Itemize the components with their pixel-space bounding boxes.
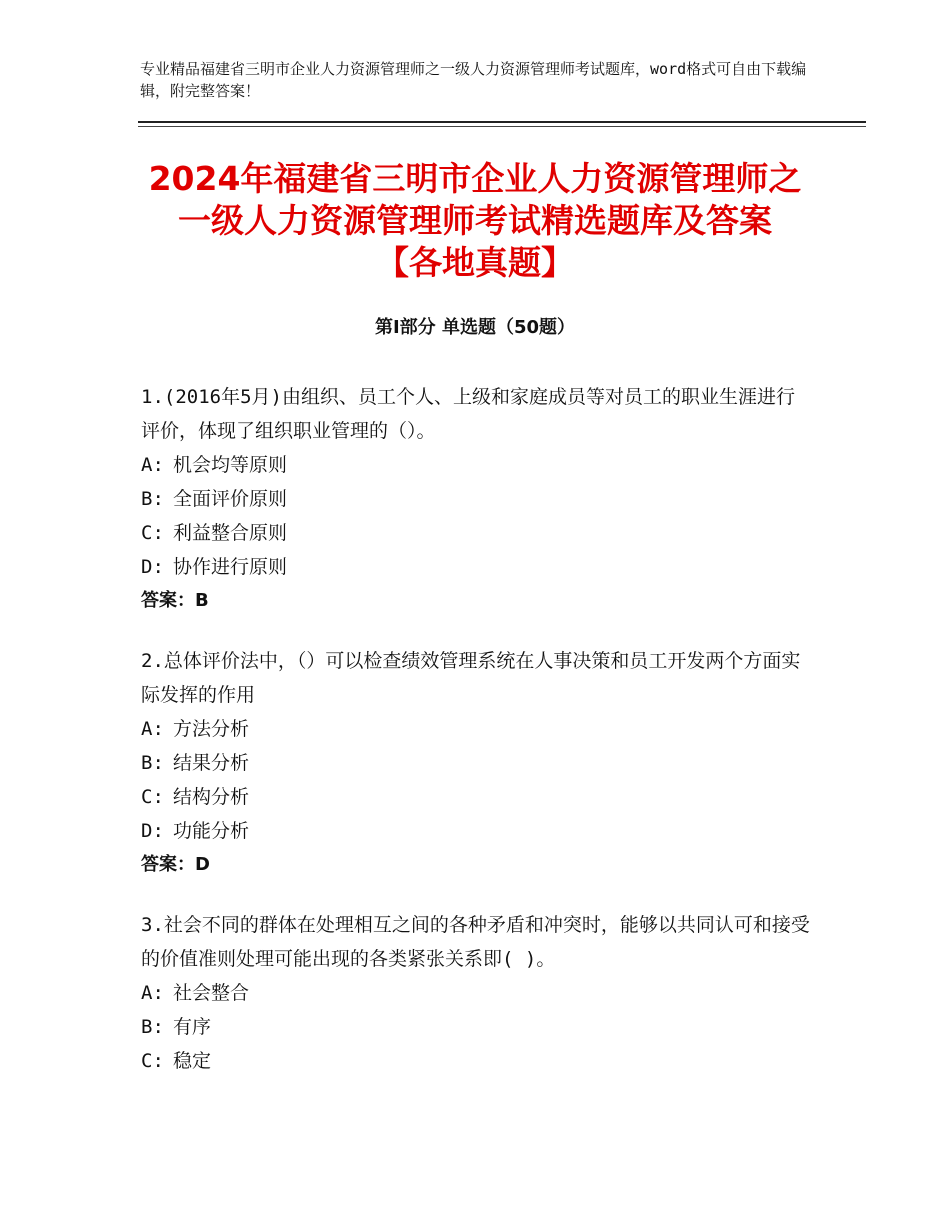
- option-letter: D:: [141, 556, 164, 578]
- option-letter: C:: [141, 1050, 164, 1072]
- option-text: 利益整合原则: [173, 522, 288, 544]
- header-divider-thin: [138, 126, 866, 127]
- question-item: [141, 380, 811, 618]
- option-a: [141, 448, 811, 482]
- question-item: [141, 644, 811, 882]
- option-c: [141, 1044, 811, 1078]
- option-b: [141, 482, 811, 516]
- question-item: [141, 908, 811, 1078]
- option-letter: A:: [141, 454, 164, 476]
- section-title: 第Ⅰ部分 单选题（50题）: [374, 317, 575, 338]
- option-text: 有序: [173, 1016, 212, 1038]
- header-note: 专业精品福建省三明市企业人力资源管理师之一级人力资源管理师考试题库，word格式可自由下载编辑，附完整答案！: [140, 60, 807, 100]
- answer-line: 答案：B: [141, 590, 209, 611]
- option-d: [141, 814, 811, 848]
- question-stem: 3.社会不同的群体在处理相互之间的各种矛盾和冲突时，能够以共同认可和接受的价值准则处理可能出现的各类紧张关系即( )。: [141, 914, 810, 970]
- option-d: [141, 550, 811, 584]
- option-text: 全面评价原则: [173, 488, 288, 510]
- option-b: [141, 746, 811, 780]
- document-title: [100, 158, 850, 284]
- title-line-2: 一级人力资源管理师考试精选题库及答案: [178, 201, 772, 240]
- option-text: 功能分析: [173, 820, 250, 842]
- option-letter: D:: [141, 820, 164, 842]
- question-list: [141, 380, 811, 1104]
- option-c: [141, 516, 811, 550]
- answer-line: 答案：D: [141, 854, 210, 875]
- option-b: [141, 1010, 811, 1044]
- option-text: 机会均等原则: [173, 454, 288, 476]
- option-letter: B:: [141, 752, 164, 774]
- title-line-1: 2024年福建省三明市企业人力资源管理师之: [148, 159, 802, 198]
- option-letter: A:: [141, 718, 164, 740]
- option-text: 结果分析: [173, 752, 250, 774]
- option-text: 社会整合: [173, 982, 250, 1004]
- option-a: [141, 712, 811, 746]
- option-text: 协作进行原则: [173, 556, 288, 578]
- option-c: [141, 780, 811, 814]
- option-letter: C:: [141, 786, 164, 808]
- question-stem: 1.(2016年5月)由组织、员工个人、上级和家庭成员等对员工的职业生涯进行评价，体现了组织职业管理的（）。: [141, 386, 795, 442]
- option-letter: C:: [141, 522, 164, 544]
- option-text: 稳定: [173, 1050, 212, 1072]
- question-stem: 2.总体评价法中，（）可以检查绩效管理系统在人事决策和员工开发两个方面实际发挥的作用: [141, 650, 801, 706]
- title-line-3: 【各地真题】: [376, 243, 574, 282]
- option-letter: A:: [141, 982, 164, 1004]
- header-divider-thick: [138, 121, 866, 123]
- option-letter: B:: [141, 488, 164, 510]
- option-a: [141, 976, 811, 1010]
- option-text: 结构分析: [173, 786, 250, 808]
- option-letter: B:: [141, 1016, 164, 1038]
- option-text: 方法分析: [173, 718, 250, 740]
